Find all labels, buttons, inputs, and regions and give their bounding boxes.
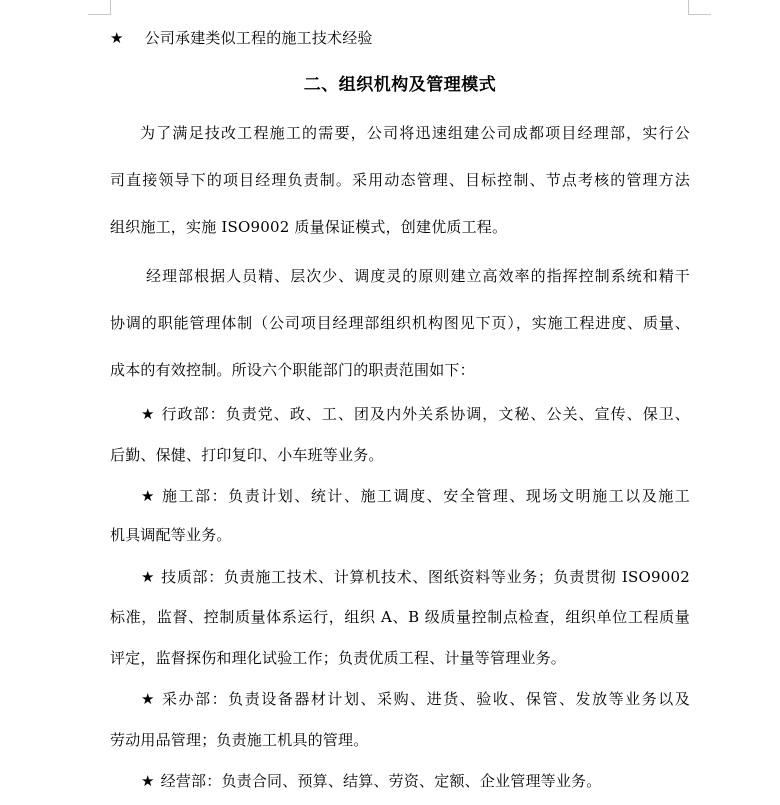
paragraph1-line-2: 司直接领导下的项目经理负责制。采用动态管理、目标控制、节点考核的管理方法 xyxy=(110,171,690,189)
star-bullet-icon: ★ xyxy=(141,487,156,505)
star-bullet-icon: ★ xyxy=(141,405,156,423)
star-bullet-icon: ★ xyxy=(141,690,156,708)
paragraph2-line-2: 协调的职能管理体制（公司项目经理部组织机构图见下页），实施工程进度、质量、 xyxy=(110,314,690,332)
department-admin-line-2: 后勤、保健、打印复印、小车班等业务。 xyxy=(110,446,384,464)
department-procurement-line-1 xyxy=(141,689,690,709)
star-bullet-icon: ★ xyxy=(141,568,156,586)
paragraph1-line-1: 为了满足技改工程施工的需要，公司将迅速组建公司成都项目经理部，实行公 xyxy=(140,124,690,142)
crop-mark-top-right xyxy=(688,0,711,15)
department-admin-text-1: 行政部：负责党、政、工、团及内外关系协调，文秘、公关、宣传、保卫、 xyxy=(161,405,690,423)
department-procurement-line-2: 劳动用品管理；负责施工机具的管理。 xyxy=(110,731,369,749)
star-bullet-icon: ★ xyxy=(141,772,155,790)
department-construction-line-1 xyxy=(141,486,690,506)
department-business-text-1: 经营部：负责合同、预算、结算、劳资、定额、企业管理等业务。 xyxy=(160,772,602,790)
crop-mark-top-left xyxy=(88,0,111,15)
department-tech-quality-line-1 xyxy=(141,567,690,587)
paragraph1-line-3: 组织施工，实施 ISO9002 质量保证模式，创建优质工程。 xyxy=(110,218,508,236)
department-construction-text-1: 施工部：负责计划、统计、施工调度、安全管理、现场文明施工以及施工 xyxy=(162,487,690,505)
department-admin-line-1 xyxy=(141,404,690,424)
top-bullet-line xyxy=(110,28,690,48)
department-construction-line-2: 机具调配等业务。 xyxy=(110,526,232,544)
section-heading: 二、组织机构及管理模式 xyxy=(303,75,497,95)
department-tech-quality-line-3: 评定，监督探伤和理化试验工作；负责优质工程、计量等管理业务。 xyxy=(110,649,567,667)
paragraph2-line-3: 成本的有效控制。所设六个职能部门的职责范围如下： xyxy=(110,361,475,379)
department-business-line-1 xyxy=(141,771,690,791)
paragraph2-line-1: 经理部根据人员精、层次少、调度灵的原则建立高效率的指挥控制系统和精干 xyxy=(146,267,690,285)
top-bullet-text: 公司承建类似工程的施工技术经验 xyxy=(144,29,373,47)
department-tech-quality-line-2: 标准，监督、控制质量体系运行，组织 A、B 级质量控制点检查，组织单位工程质量 xyxy=(110,608,690,626)
star-bullet-icon: ★ xyxy=(110,29,124,47)
department-tech-quality-text-1: 技质部：负责施工技术、计算机技术、图纸资料等业务；负责贯彻 ISO9002 xyxy=(161,568,690,586)
department-procurement-text-1: 采办部：负责设备器材计划、采购、进货、验收、保管、发放等业务以及 xyxy=(162,690,690,708)
